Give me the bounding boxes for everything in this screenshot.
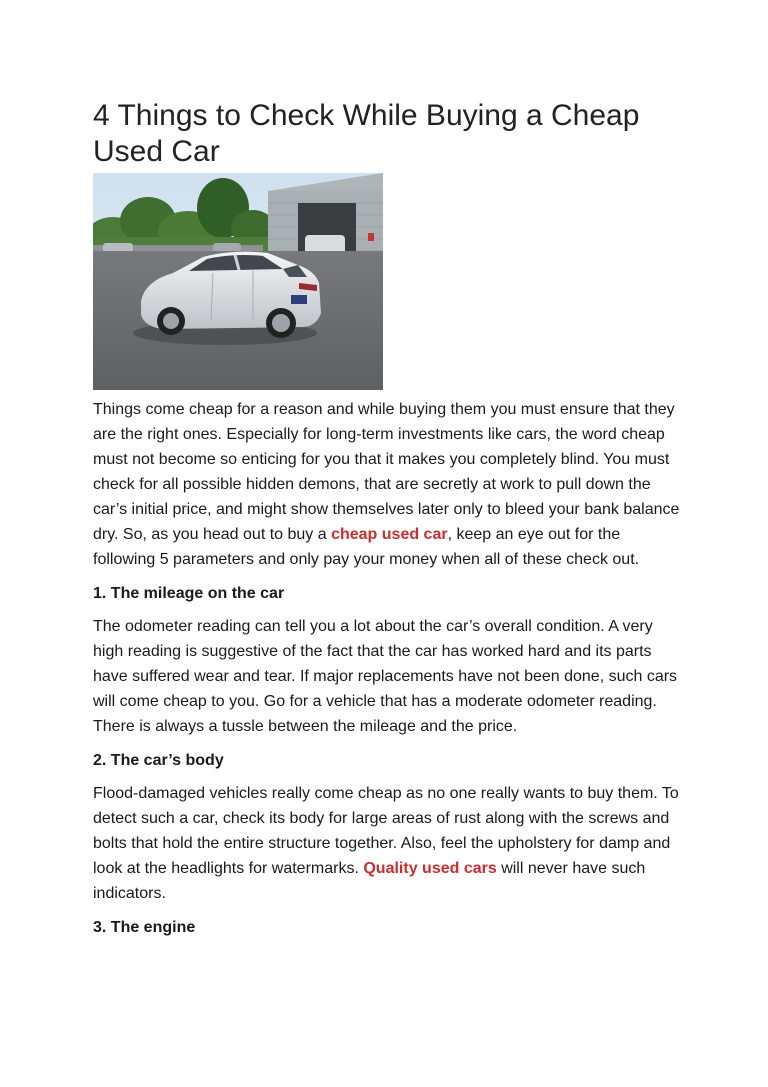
section-heading-mileage: 1. The mileage on the car: [93, 585, 285, 602]
section-heading-body: 2. The car’s body: [93, 752, 224, 769]
intro-text-before: Things come cheap for a reason and while buying them you must ensure that they are the right ones. Especially for long-term investments like cars, the word cheap must not become so enticing for you that it makes you completely blind. You must check for all possible hidden demons, that are secretly at work to pull down the car’s initial price, and might show themselves later only to bleed your bank balance dry. So, as you head out to buy a: [93, 401, 680, 543]
section-heading-engine: 3. The engine: [93, 919, 196, 936]
intro-paragraph: [93, 397, 683, 572]
section-body-mileage: The odometer reading can tell you a lot about the car’s overall condition. A very high reading is suggestive of the fact that the car has worked hard and its parts have suffered wear and tear. If major replacements have not been done, such cars will come cheap to you. Go for a vehicle that has a moderate odometer reading. There is always a tussle between the mileage and the price.: [93, 618, 678, 735]
section-body-car-body: [93, 781, 683, 906]
cheap-used-car-link[interactable]: cheap used car: [331, 526, 448, 543]
intro-text-after: , keep an eye out for the following 5 parameters and only pay your money when all of these check out.: [93, 526, 640, 568]
body-text-before: Flood-damaged vehicles really come cheap as no one really wants to buy them. To detect such a car, check its body for large areas of rust along with the screws and bolts that hold the entire structure together. Also, feel the upholstery for damp and look at the headlights for watermarks.: [93, 785, 679, 877]
car-photo: [93, 173, 383, 390]
body-text-after: will never have such indicators.: [93, 860, 646, 902]
article-body: [93, 397, 683, 948]
page-title: 4 Things to Check While Buying a Cheap Used Car: [93, 99, 640, 168]
quality-used-cars-link[interactable]: Quality used cars: [363, 860, 497, 877]
